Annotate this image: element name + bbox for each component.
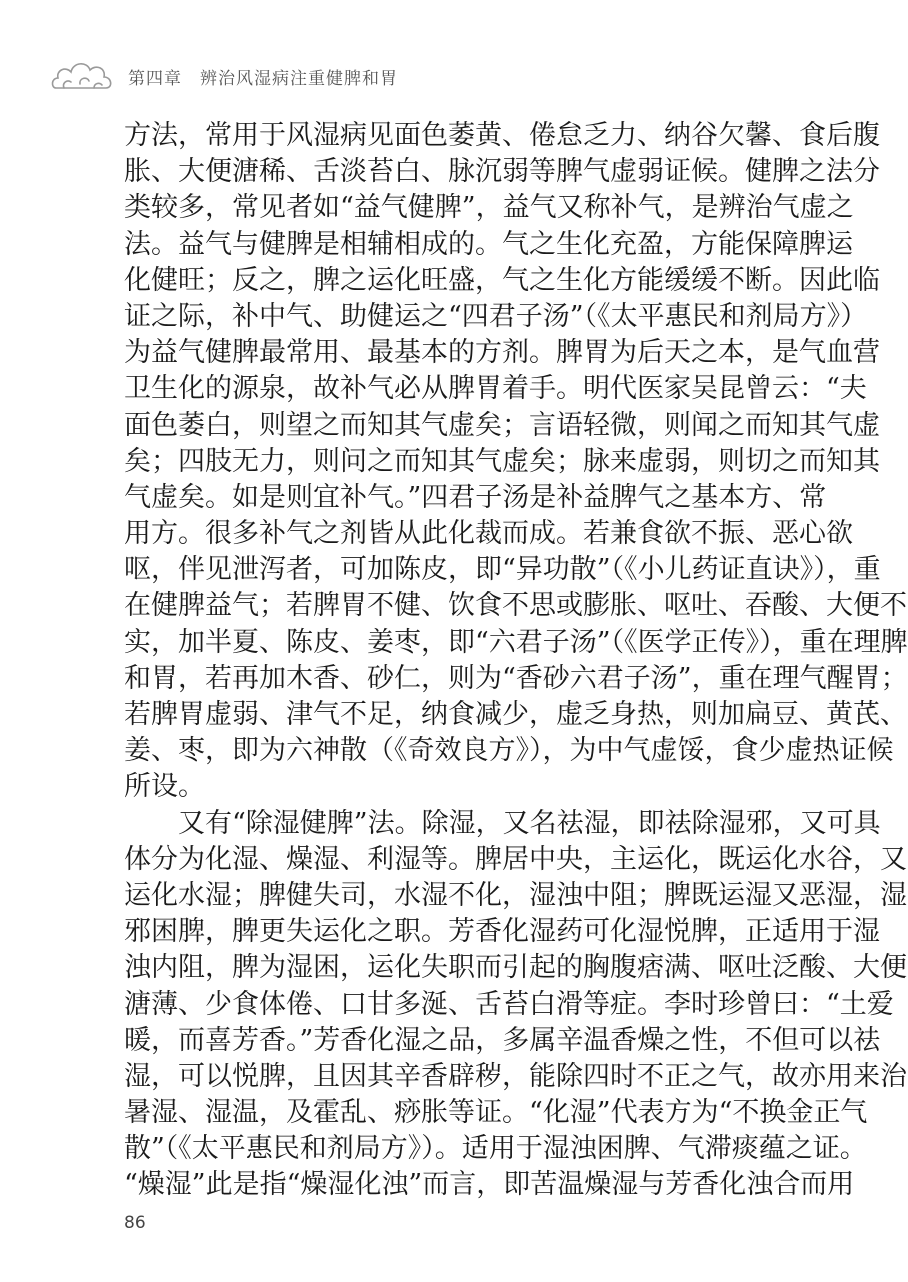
paragraph-1 [124,118,908,806]
text-line: 又有“除湿健脾”法。除湿，又名祛湿，即祛除湿邪，又可具 [178,807,881,839]
body-text [124,118,908,1204]
text-line: 所设。 [124,771,205,803]
text-line: 用方。很多补气之剂皆从此化裁而成。若兼食欲不振、恶心欲 [124,518,853,550]
page-number: 86 [124,1213,146,1233]
text-line: 气虚矣。如是则宜补气。”四君子汤是补益脾气之基本方、常 [124,481,827,513]
text-line: 胀、大便溏稀、舌淡苔白、脉沉弱等脾气虚弱证候。健脾之法分 [124,156,880,188]
text-line: 湿，可以悦脾，且因其辛香辟秽，能除四时不正之气，故亦用来治 [124,1060,907,1092]
text-line: 为益气健脾最常用、最基本的方剂。脾胃为后天之本，是气血营 [124,337,880,369]
text-line: 法。益气与健脾是相辅相成的。气之生化充盈，方能保障脾运 [124,228,853,260]
text-line: 证之际，补中气、助健运之“四君子汤”（《太平惠民和剂局方》） [124,300,868,332]
text-line: 散”（《太平惠民和剂局方》）。适用于湿浊困脾、气滞痰蕴之证。 [124,1133,867,1165]
text-line: 暖，而喜芳香。”芳香化湿之品，多属辛温香燥之性，不但可以祛 [124,1024,881,1056]
text-line: 浊内阻，脾为湿困，运化失职而引起的胸腹痞满、呕吐泛酸、大便 [124,952,907,984]
text-line: 溏薄、少食体倦、口甘多涎、舌苔白滑等症。李时珍曾曰：“土爱 [124,988,894,1020]
text-line: 类较多，常见者如“益气健脾”，益气又称补气，是辨治气虚之 [124,192,854,224]
text-line: 若脾胃虚弱、津气不足，纳食减少，虚乏身热，则加扁豆、黄芪、 [124,699,907,730]
text-line: “燥湿”此是指“燥湿化浊”而言，即苦温燥湿与芳香化浊合而用 [124,1169,855,1201]
text-line: 运化水湿；脾健失司，水湿不化，湿浊中阻；脾既运湿又恶湿，湿 [124,879,907,911]
text-line: 呕，伴见泄泻者，可加陈皮，即“异功散”（《小儿药证直诀》），重 [124,554,881,586]
running-header [50,52,398,100]
text-line: 化健旺；反之，脾之运化旺盛，气之生化方能缓缓不断。因此临 [124,264,880,296]
text-line: 面色萎白，则望之而知其气虚矣；言语轻微，则闻之而知其气虚 [124,409,880,441]
text-line: 体分为化湿、燥湿、利湿等。脾居中央，主运化，既运化水谷，又 [124,843,907,875]
text-line: 矣；四肢无力，则问之而知其气虚矣；脉来虚弱，则切之而知其 [124,445,880,477]
text-line: 暑湿、湿温，及霍乱、痧胀等证。“化湿”代表方为“不换金正气 [124,1097,868,1129]
text-line: 实，加半夏、陈皮、姜枣，即“六君子汤”（《医学正传》），重在理脾 [124,626,908,658]
text-line: 方法，常用于风湿病见面色萎黄、倦怠乏力、纳谷欠馨、食后腹 [124,120,880,151]
chapter-title: 第四章 辨治风湿病注重健脾和胃 [128,68,398,89]
text-line: 卫生化的源泉，故补气必从脾胃着手。明代医家吴昆曾云：“夫 [124,373,867,405]
text-line: 姜、枣，即为六神散（《奇效良方》），为中气虚馁，食少虚热证候 [124,735,894,767]
text-line: 邪困脾，脾更失运化之职。芳香化湿药可化湿悦脾，正适用于湿 [124,916,880,948]
cloud-icon [50,54,116,98]
text-line: 在健脾益气；若脾胃不健、饮食不思或膨胀、呕吐、吞酸、大便不 [124,590,907,622]
paragraph-2 [124,806,907,1204]
text-line: 和胃，若再加木香、砂仁，则为“香砂六君子汤”，重在理气醒胃； [124,662,908,694]
